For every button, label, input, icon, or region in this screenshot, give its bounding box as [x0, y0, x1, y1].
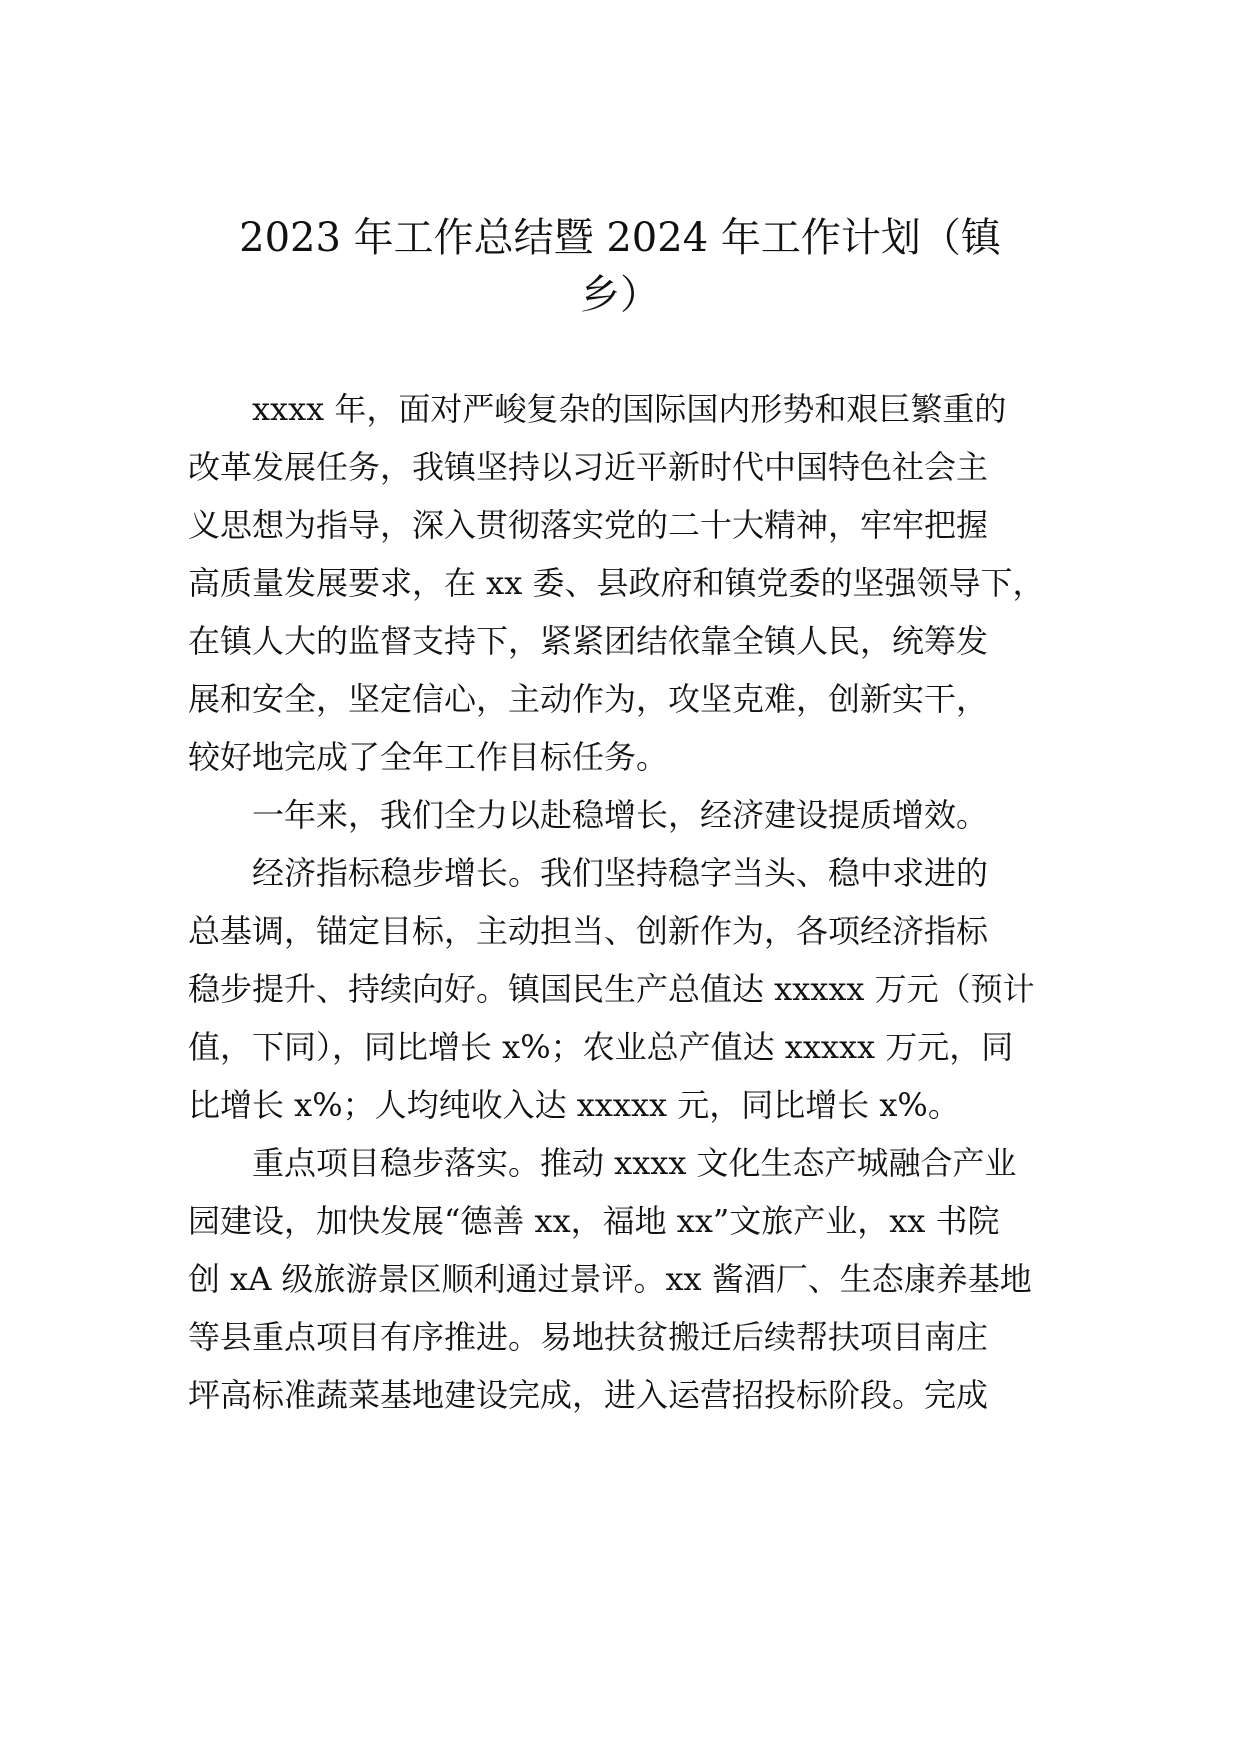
paragraph-1-line-2: 改革发展任务，我镇坚持以习近平新时代中国特色社会主 — [188, 448, 989, 486]
paragraph-3-line-1: 经济指标稳步增长。我们坚持稳字当头、稳中求进的 — [252, 854, 989, 892]
paragraph-1-line-7: 较好地完成了全年工作目标任务。 — [188, 738, 669, 776]
paragraph-4-line-2: 园建设，加快发展“德善 xx，福地 xx”文旅产业，xx 书院 — [188, 1202, 1000, 1240]
paragraph-1-line-1: xxxx 年，面对严峻复杂的国际国内形势和艰巨繁重的 — [252, 390, 1007, 428]
paragraph-3-line-4: 值，下同），同比增长 x%；农业总产值达 xxxxx 万元，同 — [188, 1028, 1014, 1066]
paragraph-1-line-6: 展和安全，坚定信心，主动作为，攻坚克难，创新实干， — [188, 680, 989, 718]
paragraph-1-line-3: 义思想为指导，深入贯彻落实党的二十大精神，牢牢把握 — [188, 506, 989, 544]
document-title-line-2: 乡） — [580, 272, 660, 318]
paragraph-2-line-1: 一年来，我们全力以赴稳增长，经济建设提质增效。 — [252, 796, 989, 834]
paragraph-4-line-1: 重点项目稳步落实。推动 xxxx 文化生态产城融合产业 — [252, 1144, 1017, 1182]
paragraph-4-line-3: 创 xA 级旅游景区顺利通过景评。xx 酱酒厂、生态康养基地 — [188, 1260, 1032, 1298]
paragraph-4-line-4: 等县重点项目有序推进。易地扶贫搬迁后续帮扶项目南庄 — [188, 1318, 989, 1356]
paragraph-3-line-5: 比增长 x%；人均纯收入达 xxxxx 元，同比增长 x%。 — [188, 1086, 960, 1124]
paragraph-3-line-2: 总基调，锚定目标，主动担当、创新作为，各项经济指标 — [188, 912, 989, 950]
document-title-line-1: 2023 年工作总结暨 2024 年工作计划（镇 — [239, 215, 1001, 261]
paragraph-1-line-4: 高质量发展要求，在 xx 委、县政府和镇党委的坚强领导下， — [188, 564, 1045, 602]
paragraph-3-line-3: 稳步提升、持续向好。镇国民生产总值达 xxxxx 万元（预计 — [188, 970, 1035, 1008]
paragraph-1-line-5: 在镇人大的监督支持下，紧紧团结依靠全镇人民，统筹发 — [188, 622, 989, 660]
paragraph-4-line-5: 坪高标准蔬菜基地建设完成，进入运营招投标阶段。完成 — [188, 1376, 989, 1414]
